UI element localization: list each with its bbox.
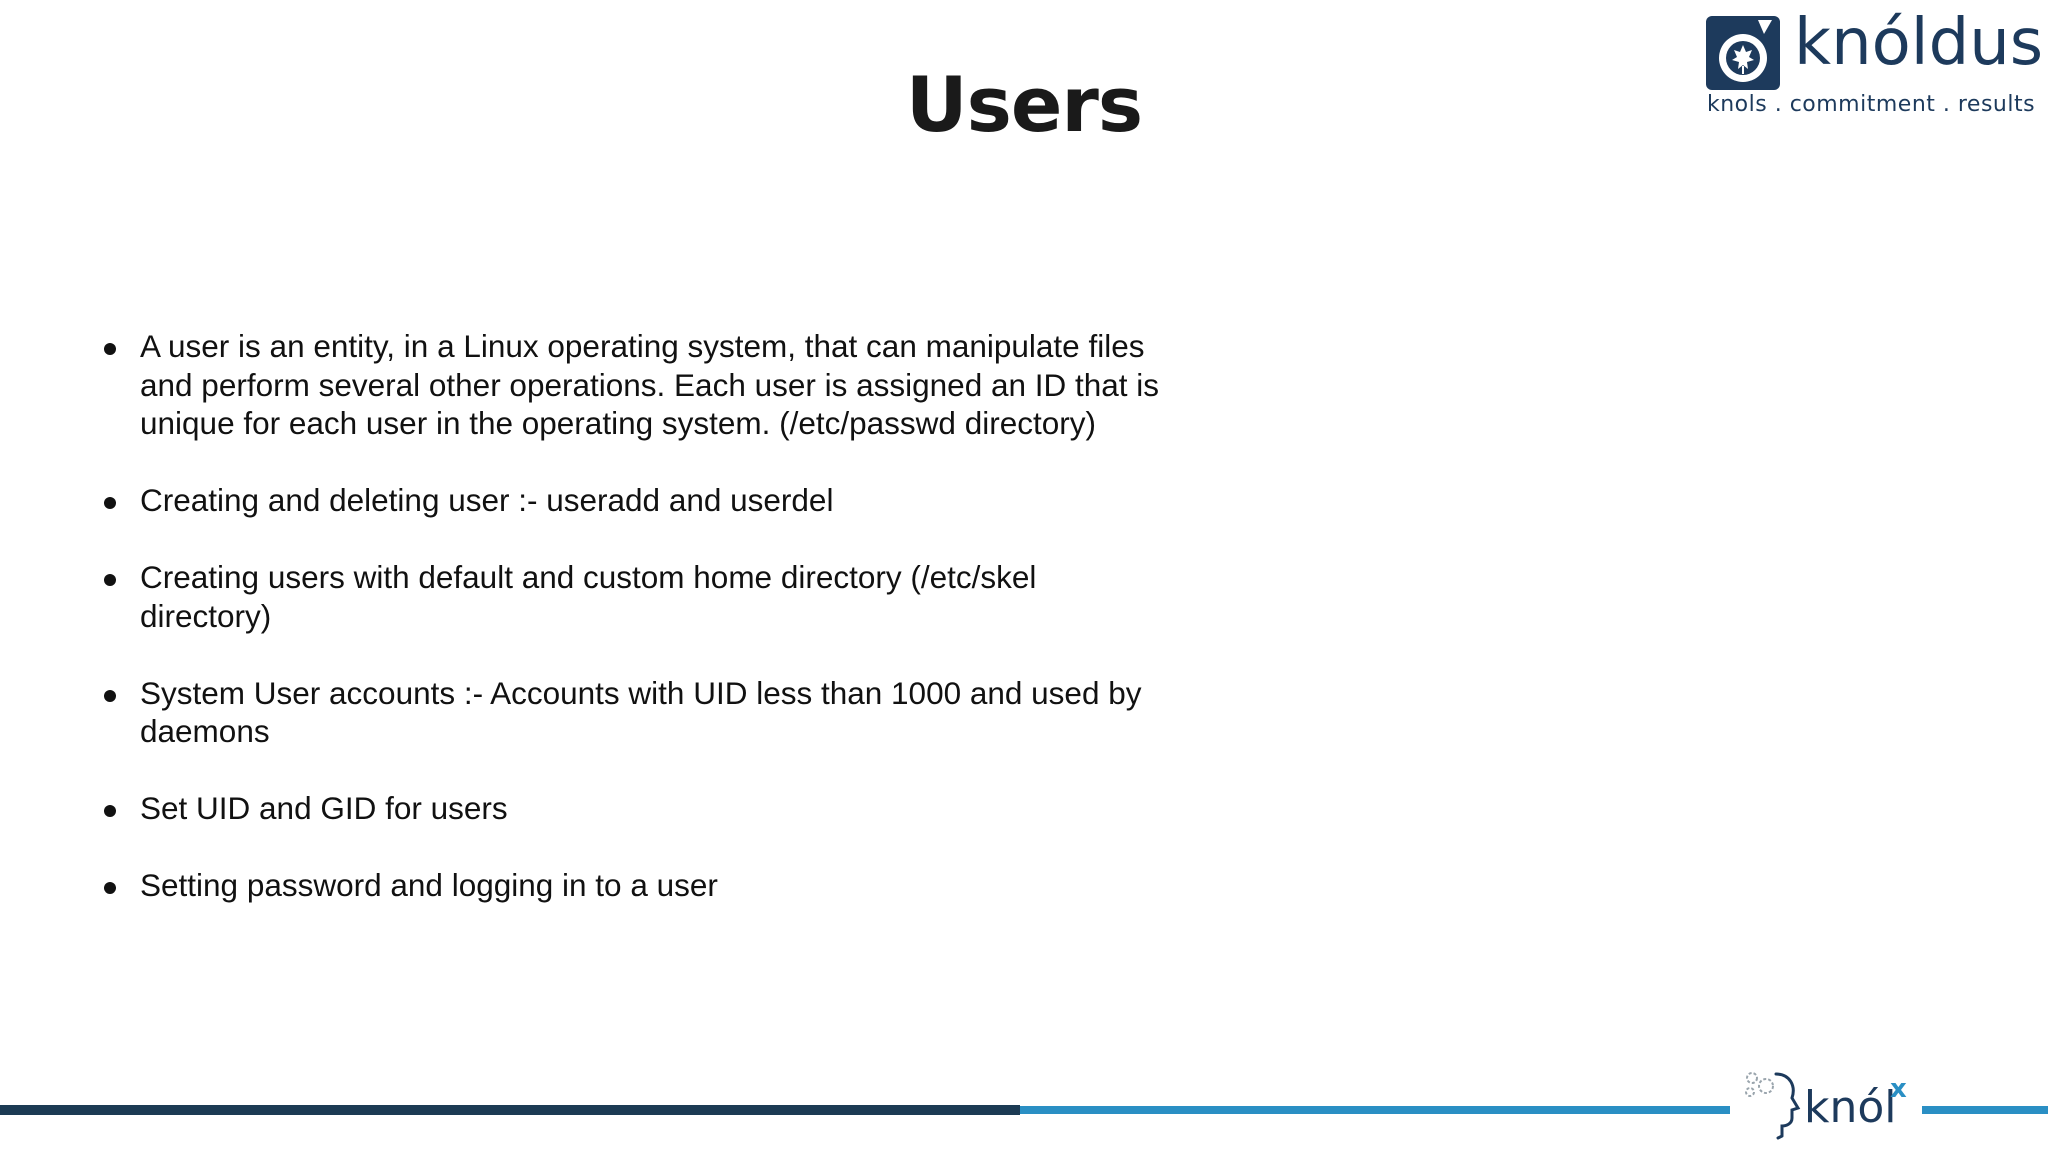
bullet-item — [100, 674, 1160, 751]
knolx-head-icon — [1730, 1052, 1810, 1152]
knolx-logo-superscript: x — [1890, 1074, 1907, 1104]
knoldus-logo-word: knóldus — [1794, 6, 2044, 80]
knolx-logo-word: knól — [1804, 1082, 1897, 1133]
bullet-dot-icon — [104, 805, 116, 817]
knoldus-logo — [1706, 6, 2044, 126]
bullet-item — [100, 558, 1160, 635]
bullet-dot-icon — [104, 690, 116, 702]
bullet-item — [100, 481, 1160, 520]
knoldus-tagline: knols . commitment . results — [1707, 92, 2036, 117]
slide-title: Users — [905, 60, 1143, 149]
bullet-item — [100, 866, 1160, 905]
bullet-text: Creating users with default and custom home directory (/etc/skel directory) — [140, 559, 1037, 634]
knoldus-logo-mark-icon — [1706, 16, 1780, 90]
bullet-dot-icon — [104, 882, 116, 894]
bullet-dot-icon — [104, 497, 116, 509]
knolx-logo — [1730, 1052, 1922, 1152]
bullet-text: Set UID and GID for users — [140, 790, 508, 826]
bullet-dot-icon — [104, 343, 116, 355]
bullet-item — [100, 327, 1160, 443]
bullet-text: A user is an entity, in a Linux operating system, that can manipulate files and perform several other operations. Each user is assigned an ID that is unique for each user in the operating system. (/etc/passwd directory) — [140, 328, 1160, 441]
bullet-dot-icon — [104, 574, 116, 586]
footer-bar-dark — [0, 1105, 1020, 1115]
bullet-text: Setting password and logging in to a user — [140, 867, 718, 903]
bullet-text: Creating and deleting user :- useradd and userdel — [140, 482, 834, 518]
bullet-item — [100, 789, 1160, 828]
bullet-text: System User accounts :- Accounts with UID less than 1000 and used by daemons — [140, 674, 1142, 749]
bullet-list — [100, 327, 1160, 943]
